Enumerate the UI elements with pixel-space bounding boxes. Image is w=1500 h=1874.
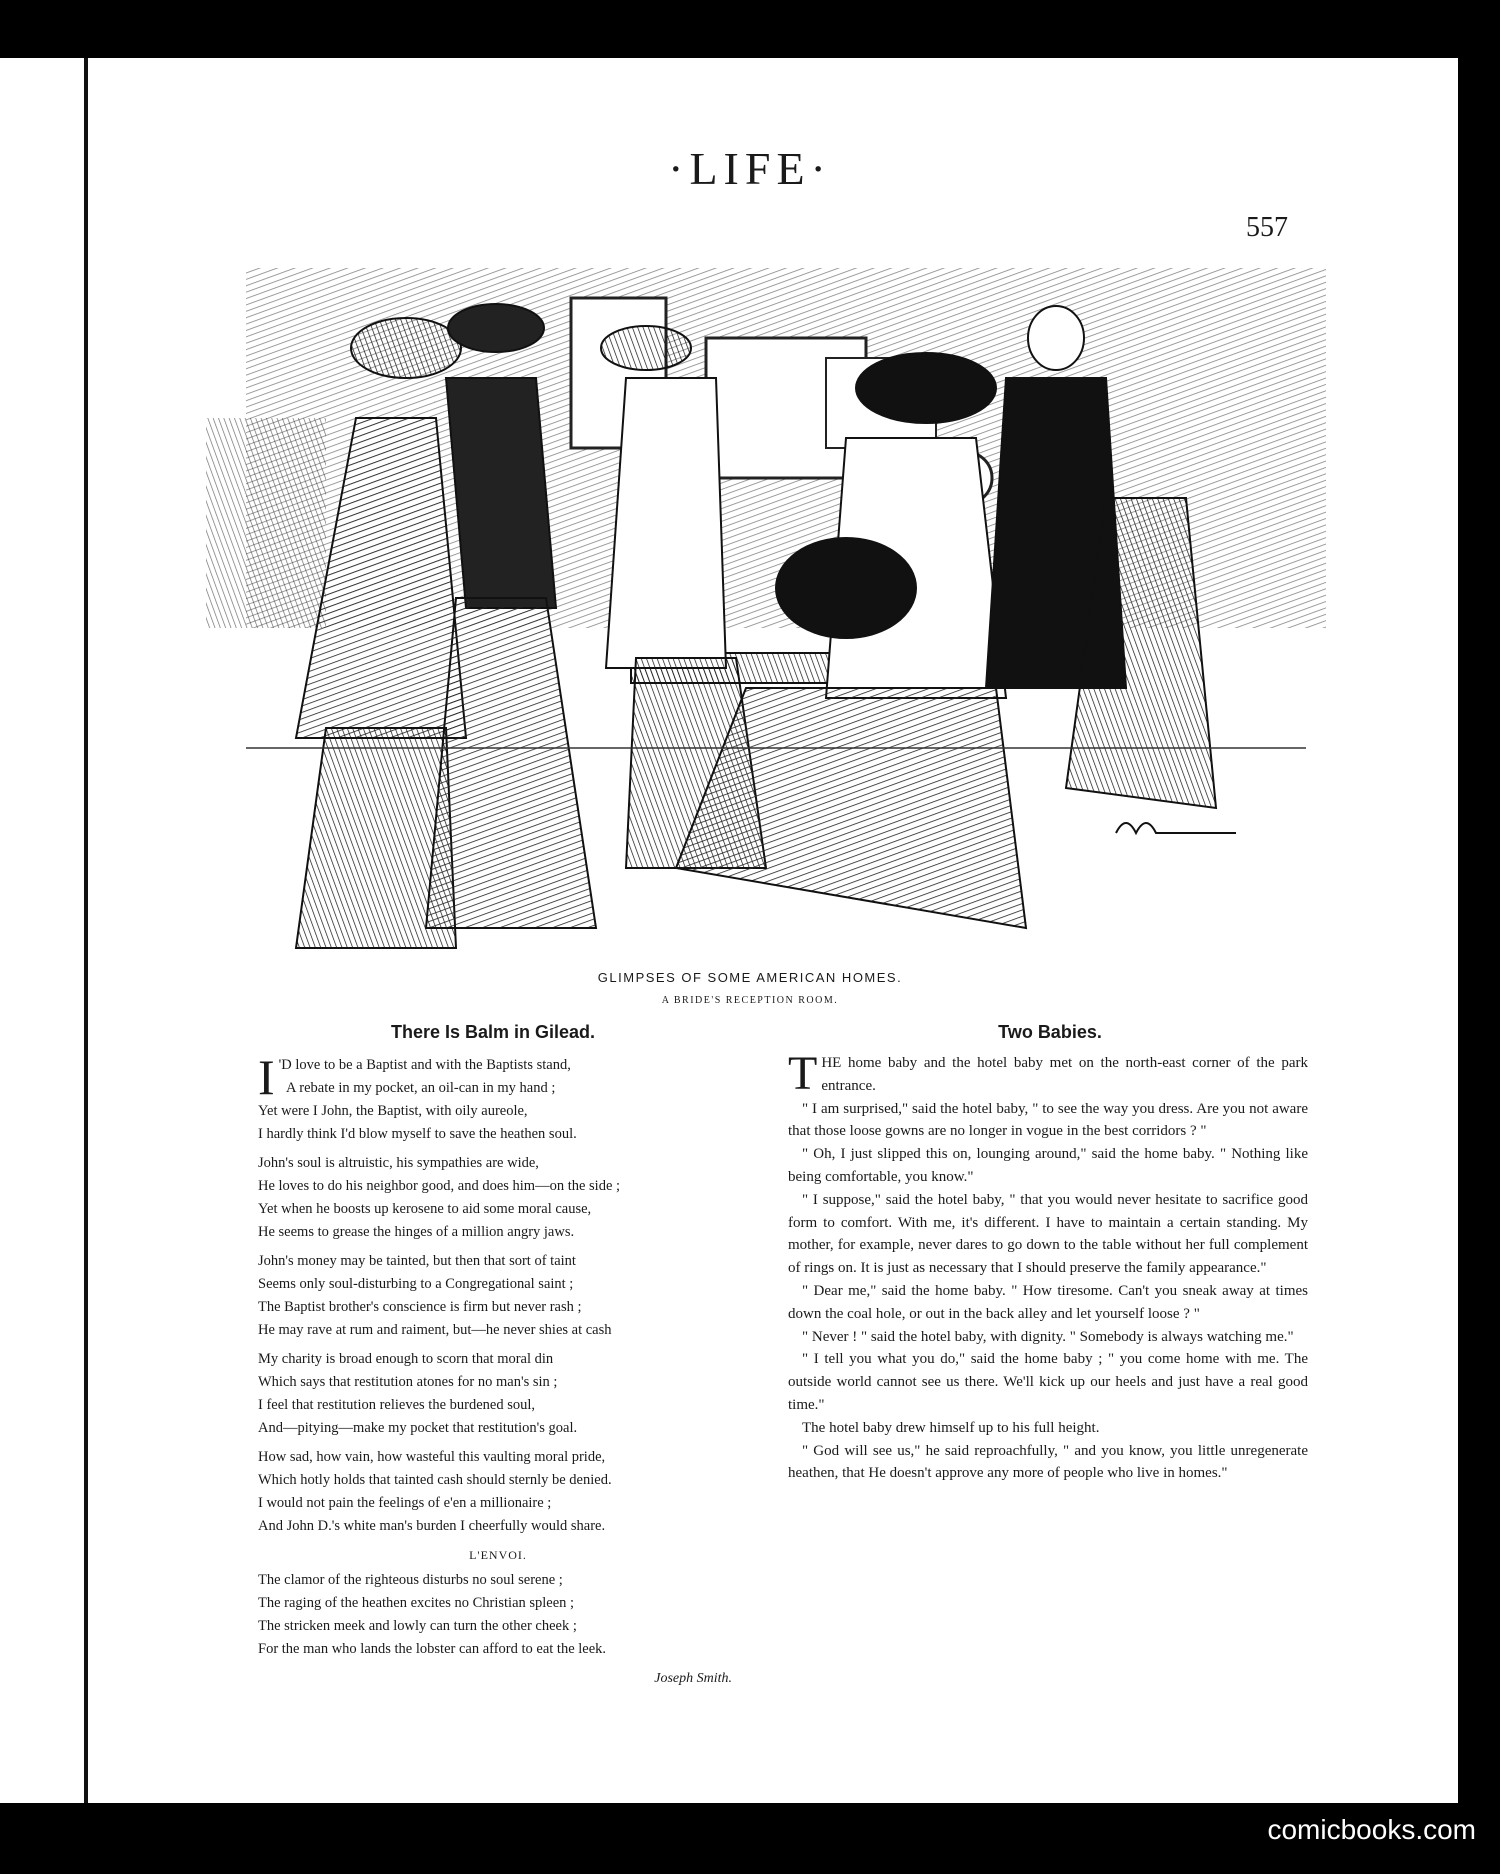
verse-line: John's soul is altruistic, his sympathies are wide, xyxy=(258,1155,539,1171)
stanza xyxy=(258,1250,738,1342)
watermark: comicbooks.com xyxy=(1267,1814,1476,1845)
verse-line: He seems to grease the hinges of a million angry jaws. xyxy=(258,1224,575,1240)
verse-line: John's money may be tainted, but then that sort of taint xyxy=(258,1253,576,1269)
story-paragraph: " I am surprised," said the hotel baby, " to see the way you dress. Are you not aware that those loose gowns are no longer in vogue in the best corridors ? " xyxy=(788,1100,1308,1140)
verse-line: He may rave at rum and raiment, but—he never shies at cash xyxy=(258,1322,612,1338)
verse-line: Yet were I John, the Baptist, with oily aureole, xyxy=(258,1103,528,1119)
verse-line: He loves to do his neighbor good, and does him—on the side ; xyxy=(258,1178,621,1194)
verse-line: I would not pain the feelings of e'en a millionaire ; xyxy=(258,1495,552,1511)
verse-line: Yet when he boosts up kerosene to aid some moral cause, xyxy=(258,1201,592,1217)
verse-line: My charity is broad enough to scorn that moral din xyxy=(258,1351,554,1367)
illustration-caption: GLIMPSES OF SOME AMERICAN HOMES. xyxy=(597,970,903,985)
story-paragraph: " Oh, I just slipped this on, lounging around," said the home baby. " Nothing like being comfortable, you know." xyxy=(788,1146,1308,1185)
story-paragraph: " Never ! " said the hotel baby, with dignity. " Somebody is always watching me." xyxy=(802,1328,1294,1345)
verse-line: And—pitying—make my pocket that restitution's goal. xyxy=(258,1420,578,1436)
story-paragraph: " I suppose," said the hotel baby, " that you would never hesitate to sacrifice good form to comfort. With me, it's different. I have to maintain a certain standing. My mother, for example, never dares to go down to the table without her full complement of rings on. It is just as necessary that I should preserve the family appearance." xyxy=(788,1191,1308,1277)
stanza xyxy=(258,1049,738,1146)
story-paragraph: " I tell you what you do," said the home baby ; " you come home with me. The outside world cannot see us there. We'll kick up our heels and just have a real good time." xyxy=(788,1351,1308,1413)
story-paragraph: " Dear me," said the home baby. " How tiresome. Can't you sneak away at times down the coal hole, or out in the back alley and let yourself loose ? " xyxy=(788,1282,1308,1322)
verse-line: Which says that restitution atones for no man's sin ; xyxy=(258,1374,558,1390)
story-paragraph: The hotel baby drew himself up to his full height. xyxy=(802,1419,1100,1436)
verse-line: A rebate in my pocket, an oil-can in my hand ; xyxy=(286,1080,556,1096)
verse-line: For the man who lands the lobster can afford to eat the leek. xyxy=(258,1641,607,1657)
dropcap: T xyxy=(788,1047,818,1100)
masthead: ·LIFE· xyxy=(668,143,832,194)
verse-line: 'D love to be a Baptist and with the Baptists stand, xyxy=(278,1057,571,1073)
stanza xyxy=(258,1446,738,1538)
poem-title: There Is Balm in Gilead. xyxy=(390,1022,596,1042)
stanza xyxy=(258,1348,738,1440)
verse-line: The stricken meek and lowly can turn the other cheek ; xyxy=(258,1618,577,1634)
story-paragraph xyxy=(788,1047,1308,1100)
illustration-subcaption: A BRIDE'S RECEPTION ROOM. xyxy=(661,995,839,1006)
dropcap: I xyxy=(258,1049,275,1105)
verse-line: The Baptist brother's conscience is firm but never rash ; xyxy=(258,1299,582,1315)
verse-line: I feel that restitution relieves the burdened soul, xyxy=(258,1397,536,1413)
side-shelf xyxy=(206,418,326,628)
poem-column xyxy=(258,1049,738,1690)
story-column xyxy=(788,1047,1308,1485)
verse-line: How sad, how vain, how wasteful this vaulting moral pride, xyxy=(258,1449,606,1465)
verse-line: Which hotly holds that tainted cash should sternly be denied. xyxy=(258,1472,612,1488)
envoi-stanza xyxy=(258,1569,738,1661)
paragraph-text: HE home baby and the hotel baby met on the north-east corner of the park entrance. xyxy=(821,1055,1308,1094)
page-number: 557 xyxy=(1246,212,1288,243)
envoi-heading: L'ENVOI. xyxy=(469,1548,527,1562)
story-title: Two Babies. xyxy=(998,1022,1102,1042)
verse-line: The raging of the heathen excites no Christian spleen ; xyxy=(258,1595,575,1611)
poem-signature: Joseph Smith. xyxy=(654,1671,732,1686)
verse-line: And John D.'s white man's burden I cheerfully would share. xyxy=(258,1518,606,1534)
verse-line: I hardly think I'd blow myself to save the heathen soul. xyxy=(258,1126,577,1142)
verse-line: Seems only soul-disturbing to a Congregational saint ; xyxy=(258,1276,574,1292)
illustration xyxy=(206,268,1336,968)
stanza xyxy=(258,1152,738,1244)
story-paragraph: " God will see us," he said reproachfully, " and you know, you little unregenerate heathen, that He doesn't approve any more of people who live in homes." xyxy=(788,1442,1308,1482)
verse-line: The clamor of the righteous disturbs no soul serene ; xyxy=(258,1572,563,1588)
facing-page-edge xyxy=(0,58,84,1803)
page-gutter xyxy=(84,58,88,1803)
